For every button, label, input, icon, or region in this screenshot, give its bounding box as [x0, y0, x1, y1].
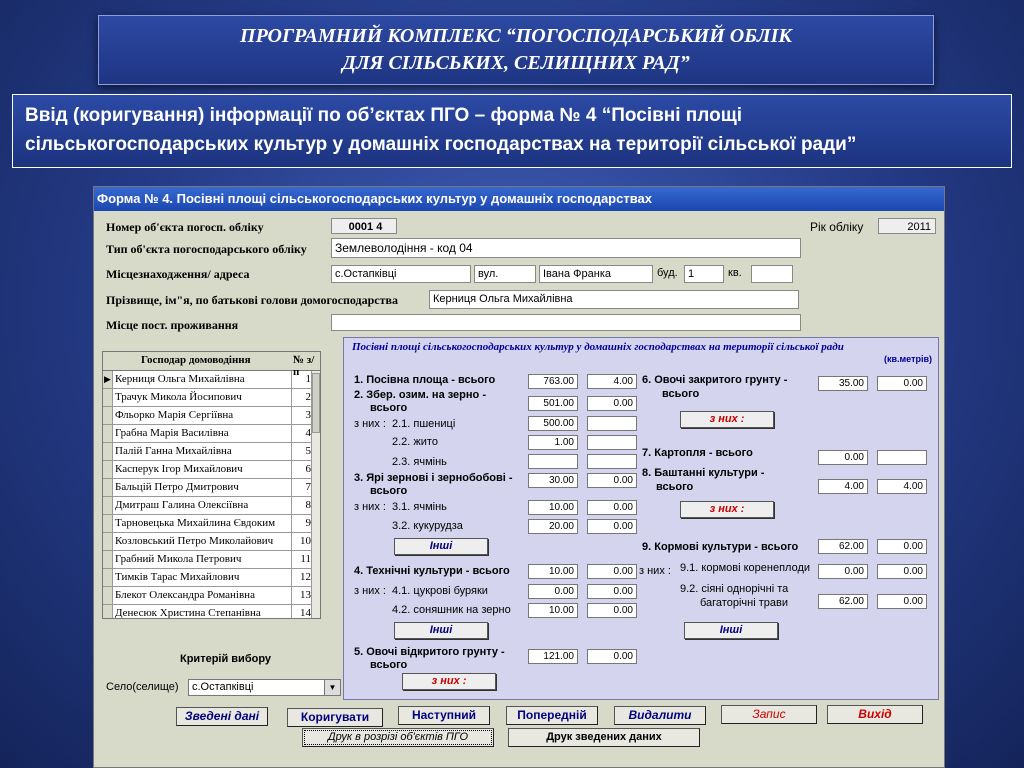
field-barley-winter-b[interactable]	[587, 454, 637, 469]
year-field[interactable]: 2011	[878, 218, 936, 234]
row-name: Тимків Тарас Михайлович	[115, 571, 240, 583]
owner-field[interactable]: Керниця Ольга Михайлівна	[429, 290, 799, 309]
summary-button[interactable]: Зведені дані	[176, 707, 268, 726]
table-row[interactable]	[103, 407, 313, 425]
row-number: 13	[291, 587, 313, 604]
chevron-down-icon[interactable]: ▼	[324, 680, 340, 695]
village-field[interactable]: с.Остапківці	[331, 265, 471, 283]
label-of-them-9: з них :	[639, 565, 671, 577]
label-open-vegetables: 5. Овочі відкритого грунту -	[354, 646, 505, 658]
label-melons: 8. Баштанні культури -	[642, 467, 765, 479]
row-name: Керниця Ольга Михайлівна	[115, 373, 245, 385]
field-potato-b[interactable]	[877, 450, 927, 465]
delete-button[interactable]: Видалити	[614, 706, 706, 725]
label-sown-total: 1. Посівна площа - всього	[354, 374, 496, 386]
field-corn-b[interactable]: 0.00	[587, 519, 637, 534]
field-fodder-roots-a[interactable]: 0.00	[818, 564, 868, 579]
slide-title	[98, 15, 934, 85]
others-grain-button[interactable]: Інші	[394, 538, 488, 555]
row-selector[interactable]	[103, 425, 113, 442]
prev-button[interactable]: Попередній	[506, 706, 598, 725]
row-number: 2	[291, 389, 313, 406]
row-name: Касперук Ігор Михайлович	[115, 463, 243, 475]
grid-col-number: № з/п	[293, 354, 315, 378]
field-spring-grain-b[interactable]: 0.00	[587, 473, 637, 488]
table-row[interactable]	[103, 605, 313, 619]
slide-subtitle	[12, 94, 1012, 168]
object-number-field[interactable]: 0001 4	[331, 218, 397, 234]
field-winter-grain-b[interactable]: 0.00	[587, 396, 637, 411]
row-number: 6	[291, 461, 313, 478]
grid-header	[103, 352, 320, 378]
row-name: Грабний Микола Петрович	[115, 553, 242, 565]
label-of-them-2: з них :	[354, 418, 386, 430]
print-summary-button[interactable]: Друк зведених даних	[508, 728, 700, 747]
table-row[interactable]	[103, 497, 313, 515]
row-name: Фльорко Марія Сергіївна	[115, 409, 234, 421]
object-type-label: Тип об'єкта погосподарського обліку	[106, 242, 307, 256]
table-row[interactable]	[103, 515, 313, 533]
field-corn-a[interactable]: 20.00	[528, 519, 578, 534]
row-name: Денесюк Христина Степанівна	[115, 607, 261, 619]
criteria-title: Критерій вибору	[180, 653, 272, 665]
street-type-field[interactable]: вул.	[474, 265, 536, 283]
row-number: 11	[291, 551, 313, 568]
row-number: 3	[291, 407, 313, 424]
field-sown-grasses-b[interactable]: 0.00	[877, 594, 927, 609]
row-selector[interactable]	[103, 389, 113, 406]
row-selector[interactable]	[103, 533, 113, 550]
exit-button[interactable]: Вихід	[827, 705, 923, 724]
next-button[interactable]: Наступний	[398, 706, 490, 725]
row-selector[interactable]	[103, 479, 113, 496]
field-technical-a[interactable]: 10.00	[528, 564, 578, 579]
form-title-bar: Форма № 4. Посівні площі сільськогосподарських культур у домашніх господарствах	[94, 187, 944, 211]
households-grid	[102, 351, 321, 619]
row-number: 7	[291, 479, 313, 496]
label-rye: 2.2. жито	[392, 436, 438, 448]
label-fodder: 9. Кормові культури - всього	[642, 541, 799, 553]
table-row[interactable]	[103, 461, 313, 479]
panel-unit: (кв.метрів)	[883, 354, 932, 364]
field-closed-vegetables-a[interactable]: 35.00	[818, 376, 868, 391]
field-fodder-roots-b[interactable]: 0.00	[877, 564, 927, 579]
apartment-field[interactable]	[751, 265, 793, 283]
label-sown-grasses: 9.2. сіяні однорічні та	[680, 583, 789, 595]
row-selector[interactable]	[103, 443, 113, 460]
label-barley-winter: 2.3. ячмінь	[392, 456, 447, 468]
row-number: 4	[291, 425, 313, 442]
row-number: 10	[291, 533, 313, 550]
row-name: Дмитраш Галина Олексіївна	[115, 499, 249, 511]
street-field[interactable]: Івана Франка	[539, 265, 653, 283]
others-technical-button[interactable]: Інші	[394, 622, 488, 639]
label-sunflower: 4.2. соняшник на зерно	[392, 604, 511, 616]
label-barley-spring: 3.1. ячмінь	[392, 501, 447, 513]
row-name: Трачук Микола Йосипович	[115, 391, 242, 403]
field-spring-grain-a[interactable]: 30.00	[528, 473, 578, 488]
village-select[interactable]	[188, 679, 341, 696]
row-selector[interactable]	[103, 569, 113, 586]
slide-subtitle-line2: сільськогосподарських культур у домашніх господарствах на території сільської ради”	[25, 134, 857, 155]
label-corn: 3.2. кукурудза	[392, 520, 463, 532]
table-row[interactable]	[103, 587, 313, 605]
row-number: 9	[291, 515, 313, 532]
village-select-value: с.Остапківці	[192, 681, 254, 693]
label-melons-total: всього	[656, 481, 694, 493]
residence-label: Місце пост. проживання	[106, 318, 239, 332]
field-sown-total-a[interactable]: 763.00	[528, 374, 578, 389]
field-rye-b[interactable]	[587, 435, 637, 450]
object-number-label: Номер об'єкта погосп. обліку	[106, 220, 264, 234]
building-label: буд.	[657, 267, 678, 279]
table-row[interactable]	[103, 479, 313, 497]
table-row[interactable]	[103, 443, 313, 461]
address-label: Місцезнаходження/ адреса	[106, 267, 250, 281]
slide-subtitle-line1: Ввід (коригування) інформації по об’єктах ПГО – форма № 4 “Посівні площі	[25, 105, 743, 126]
field-technical-b[interactable]: 0.00	[587, 564, 637, 579]
grid-col-name: Господар домоводіння	[141, 354, 251, 366]
owner-label: Прізвище, ім"я, по батькові голови домогосподарства	[106, 293, 398, 307]
label-sown-grasses-2: багаторічні трави	[700, 597, 788, 609]
residence-field[interactable]	[331, 314, 801, 331]
row-number: 5	[291, 443, 313, 460]
row-selector[interactable]	[103, 461, 113, 478]
form-window	[93, 186, 945, 768]
row-selector[interactable]	[103, 407, 113, 424]
field-closed-vegetables-b[interactable]: 0.00	[877, 376, 927, 391]
row-selector[interactable]	[103, 587, 113, 604]
field-sunflower-b[interactable]: 0.00	[587, 603, 637, 618]
field-open-vegetables-b[interactable]: 0.00	[587, 649, 637, 664]
row-selector[interactable]	[103, 605, 113, 619]
field-barley-winter-a[interactable]	[528, 454, 578, 469]
open-vegetables-of-them-button[interactable]: з них :	[402, 673, 496, 690]
row-name: Палій Ганна Михайлівна	[115, 445, 232, 457]
field-barley-spring-b[interactable]: 0.00	[587, 500, 637, 515]
object-type-field[interactable]: Землеволодіння - код 04	[331, 238, 801, 258]
row-name: Тарновецька Михайлина Євдоким	[115, 517, 276, 529]
label-fodder-roots: 9.1. кормові коренеплоди	[680, 562, 811, 574]
areas-panel	[343, 337, 939, 700]
row-name: Козловський Петро Миколайович	[115, 535, 274, 547]
table-row[interactable]	[103, 551, 313, 569]
field-rye-a[interactable]: 1.00	[528, 435, 578, 450]
table-row[interactable]	[103, 533, 313, 551]
print-by-object-button[interactable]: Друк в розрізі об'єктів ПГО	[302, 728, 494, 747]
label-spring-grain-total: всього	[370, 485, 408, 497]
field-sugar-beet-a[interactable]: 0.00	[528, 584, 578, 599]
label-of-them-4: з них :	[354, 585, 386, 597]
label-potato: 7. Картопля - всього	[642, 447, 753, 459]
field-wheat-b[interactable]	[587, 416, 637, 431]
apartment-label: кв.	[728, 267, 742, 279]
field-wheat-a[interactable]: 500.00	[528, 416, 578, 431]
row-selector[interactable]	[103, 515, 113, 532]
grid-scroll-thumb[interactable]	[312, 373, 320, 433]
save-button[interactable]: Запис	[721, 705, 817, 724]
row-number: 12	[291, 569, 313, 586]
village-select-label: Село(селище)	[106, 681, 179, 693]
year-label: Рік обліку	[810, 220, 864, 234]
edit-button[interactable]: Коригувати	[287, 708, 383, 727]
label-winter-grain-total: всього	[370, 402, 408, 414]
row-number: 8	[291, 497, 313, 514]
melons-of-them-button[interactable]: з них :	[680, 501, 774, 518]
table-row[interactable]	[103, 425, 313, 443]
label-winter-grain: 2. Збер. озим. на зерно -	[354, 389, 486, 401]
field-sown-total-b[interactable]: 4.00	[587, 374, 637, 389]
field-melons-b[interactable]: 4.00	[877, 479, 927, 494]
row-number: 1	[291, 371, 313, 388]
row-selector[interactable]	[103, 497, 113, 514]
label-of-them-3: з них :	[354, 501, 386, 513]
field-winter-grain-a[interactable]: 501.00	[528, 396, 578, 411]
row-name: Блекот Олександра Романівна	[115, 589, 255, 601]
label-sugar-beet: 4.1. цукрові буряки	[392, 585, 488, 597]
field-potato-a[interactable]: 0.00	[818, 450, 868, 465]
table-row[interactable]	[103, 569, 313, 587]
label-closed-vegetables: 6. Овочі закритого грунту -	[642, 374, 788, 386]
label-open-vegetables-total: всього	[370, 659, 408, 671]
field-sown-grasses-a[interactable]: 62.00	[818, 594, 868, 609]
row-number: 14	[291, 605, 313, 619]
closed-vegetables-of-them-button[interactable]: з них :	[680, 411, 774, 428]
label-spring-grain: 3. Ярі зернові і зернобобові -	[354, 472, 513, 484]
field-melons-a[interactable]: 4.00	[818, 479, 868, 494]
panel-title: Посівні площі сільськогосподарських культур у домашніх господарствах на території сільської ради	[352, 341, 844, 353]
field-barley-spring-a[interactable]: 10.00	[528, 500, 578, 515]
row-selector[interactable]	[103, 551, 113, 568]
field-fodder-b[interactable]: 0.00	[877, 539, 927, 554]
slide-title-line1: ПРОГРАМНИЙ КОМПЛЕКС “ПОГОСПОДАРСЬКИЙ ОБЛІК	[240, 25, 792, 47]
table-row[interactable]	[103, 389, 313, 407]
others-fodder-button[interactable]: Інші	[684, 622, 778, 639]
table-row[interactable]	[103, 371, 313, 389]
building-field[interactable]: 1	[684, 265, 724, 283]
field-sugar-beet-b[interactable]: 0.00	[587, 584, 637, 599]
row-name: Бальцій Петро Дмитрович	[115, 481, 239, 493]
row-name: Грабна Марія Василівна	[115, 427, 229, 439]
slide-title-line2: ДЛЯ СІЛЬСЬКИХ, СЕЛИЩНИХ РАД”	[342, 52, 690, 74]
label-technical: 4. Технічні культури - всього	[354, 565, 510, 577]
label-closed-vegetables-total: всього	[662, 388, 700, 400]
field-open-vegetables-a[interactable]: 121.00	[528, 649, 578, 664]
row-selector[interactable]: ▶	[103, 371, 113, 388]
field-fodder-a[interactable]: 62.00	[818, 539, 868, 554]
field-sunflower-a[interactable]: 10.00	[528, 603, 578, 618]
label-wheat: 2.1. пшениці	[392, 418, 456, 430]
